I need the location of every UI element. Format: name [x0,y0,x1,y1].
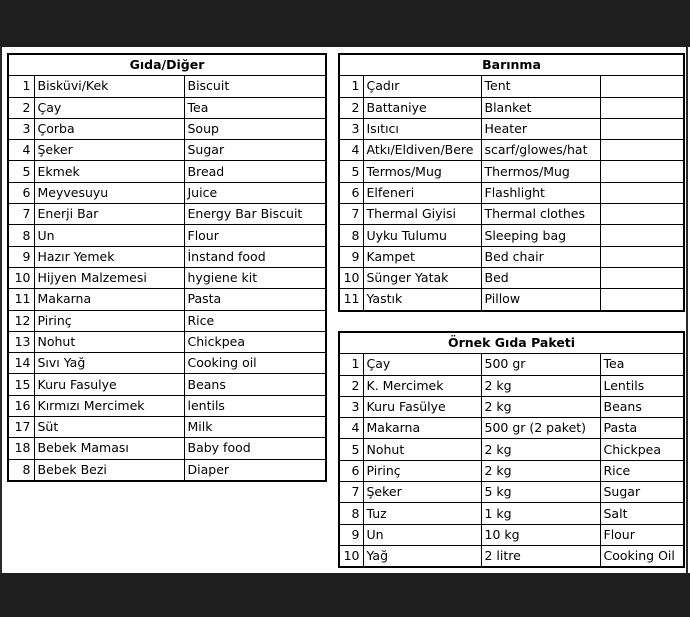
ornek-gida-paketi-cell-en: Salt [600,503,684,524]
ornek-gida-paketi-cell-qty: 5 kg [481,482,600,503]
barinma-cell-extra [600,182,684,203]
gida-diger-cell-tr: Ekmek [34,161,184,182]
gida-diger-cell-no: 4 [8,140,34,161]
barinma-table [338,53,685,312]
barinma-cell-no: 3 [339,118,363,139]
ornek-gida-paketi-cell-tr: Şeker [363,482,481,503]
gida-diger-cell-tr: Bebek Bezi [34,459,184,481]
barinma-cell-en: Sleeping bag [481,225,600,246]
barinma-cell-no: 2 [339,97,363,118]
barinma-cell-en: Flashlight [481,182,600,203]
gida-diger-row [8,417,326,438]
ornek-gida-paketi-row [339,354,684,375]
barinma-cell-extra [600,76,684,97]
gida-diger-cell-tr: Bebek Maması [34,438,184,459]
ornek-gida-paketi-cell-en: Sugar [600,482,684,503]
gida-diger-row [8,374,326,395]
barinma-row [339,246,684,267]
ornek-gida-paketi-cell-en: Flour [600,524,684,545]
gida-diger-cell-no: 6 [8,182,34,203]
ornek-gida-paketi-cell-no: 5 [339,439,363,460]
gida-diger-row [8,182,326,203]
ornek-gida-paketi-cell-no: 7 [339,482,363,503]
gida-diger-cell-tr: Hazır Yemek [34,246,184,267]
barinma-cell-en: Blanket [481,97,600,118]
gida-diger-row [8,331,326,352]
gida-diger-row [8,289,326,310]
gida-diger-row [8,118,326,139]
ornek-gida-paketi-cell-no: 9 [339,524,363,545]
ornek-gida-paketi-cell-qty: 2 kg [481,460,600,481]
gida-diger-row [8,246,326,267]
ornek-gida-paketi-cell-tr: Pirinç [363,460,481,481]
gida-diger-cell-en: Pasta [184,289,326,310]
gida-diger-cell-en: Beans [184,374,326,395]
barinma-row [339,267,684,288]
barinma-row [339,289,684,311]
gida-diger-row [8,310,326,331]
gida-diger-row [8,459,326,481]
barinma-row [339,182,684,203]
ornek-gida-paketi-cell-tr: Nohut [363,439,481,460]
barinma-rows [339,76,684,311]
gida-diger-table [7,53,327,482]
ornek-gida-paketi-cell-qty: 1 kg [481,503,600,524]
gida-diger-row [8,438,326,459]
gida-diger-cell-no: 18 [8,438,34,459]
ornek-gida-paketi-cell-tr: Makarna [363,418,481,439]
barinma-cell-no: 6 [339,182,363,203]
gida-diger-cell-no: 16 [8,395,34,416]
ornek-gida-paketi-row [339,396,684,417]
gida-diger-cell-no: 8 [8,459,34,481]
gida-diger-cell-no: 13 [8,331,34,352]
ornek-gida-paketi-title: Örnek Gıda Paketi [339,332,684,354]
ornek-gida-paketi-cell-qty: 500 gr (2 paket) [481,418,600,439]
barinma-cell-tr: Sünger Yatak [363,267,481,288]
gida-diger-cell-tr: Makarna [34,289,184,310]
ornek-gida-paketi-cell-en: Chickpea [600,439,684,460]
gida-diger-cell-tr: Çorba [34,118,184,139]
barinma-cell-en: Bed chair [481,246,600,267]
gida-diger-cell-no: 9 [8,246,34,267]
barinma-cell-no: 1 [339,76,363,97]
ornek-gida-paketi-row [339,545,684,567]
bottom-dark-bar [0,573,690,617]
ornek-gida-paketi-cell-en: Tea [600,354,684,375]
gida-diger-cell-tr: Un [34,225,184,246]
ornek-gida-paketi-row [339,482,684,503]
ornek-gida-paketi-cell-tr: Un [363,524,481,545]
barinma-row [339,225,684,246]
gida-diger-cell-tr: Çay [34,97,184,118]
gida-diger-cell-tr: Sıvı Yağ [34,353,184,374]
ornek-gida-paketi-rows [339,354,684,567]
gida-diger-cell-en: Tea [184,97,326,118]
barinma-cell-extra [600,246,684,267]
ornek-gida-paketi-cell-no: 3 [339,396,363,417]
barinma-cell-en: Pillow [481,289,600,311]
barinma-cell-tr: Çadır [363,76,481,97]
gida-diger-cell-no: 12 [8,310,34,331]
barinma-cell-extra [600,225,684,246]
gida-diger-cell-no: 1 [8,76,34,97]
gida-diger-cell-tr: Bisküvi/Kek [34,76,184,97]
gida-diger-cell-en: Soup [184,118,326,139]
barinma-cell-tr: Kampet [363,246,481,267]
barinma-cell-tr: Isıtıcı [363,118,481,139]
gida-diger-cell-tr: Süt [34,417,184,438]
ornek-gida-paketi-cell-en: Rice [600,460,684,481]
barinma-cell-no: 8 [339,225,363,246]
gida-diger-cell-en: Milk [184,417,326,438]
ornek-gida-paketi-cell-tr: Yağ [363,545,481,567]
ornek-gida-paketi-cell-tr: K. Mercimek [363,375,481,396]
gida-diger-cell-en: lentils [184,395,326,416]
gida-diger-cell-tr: Kırmızı Mercimek [34,395,184,416]
gida-diger-row [8,161,326,182]
gida-diger-cell-no: 14 [8,353,34,374]
gida-diger-row [8,395,326,416]
ornek-gida-paketi-cell-en: Beans [600,396,684,417]
barinma-cell-no: 5 [339,161,363,182]
ornek-gida-paketi-cell-qty: 2 kg [481,396,600,417]
gida-diger-cell-en: Diaper [184,459,326,481]
top-dark-bar [0,0,690,47]
ornek-gida-paketi-cell-tr: Tuz [363,503,481,524]
barinma-cell-no: 9 [339,246,363,267]
gida-diger-cell-en: Sugar [184,140,326,161]
barinma-cell-en: Bed [481,267,600,288]
gida-diger-cell-tr: Hijyen Malzemesi [34,267,184,288]
barinma-cell-tr: Battaniye [363,97,481,118]
barinma-cell-en: Heater [481,118,600,139]
barinma-cell-no: 10 [339,267,363,288]
gida-diger-row [8,353,326,374]
gida-diger-cell-no: 5 [8,161,34,182]
gida-diger-cell-no: 15 [8,374,34,395]
barinma-cell-extra [600,289,684,311]
gida-diger-cell-no: 2 [8,97,34,118]
ornek-gida-paketi-cell-qty: 2 litre [481,545,600,567]
ornek-gida-paketi-cell-no: 2 [339,375,363,396]
ornek-gida-paketi-row [339,439,684,460]
barinma-cell-en: Tent [481,76,600,97]
barinma-cell-extra [600,140,684,161]
ornek-gida-paketi-cell-no: 8 [339,503,363,524]
ornek-gida-paketi-cell-no: 1 [339,354,363,375]
ornek-gida-paketi-cell-no: 10 [339,545,363,567]
gida-diger-cell-en: İnstand food [184,246,326,267]
barinma-title: Barınma [339,54,684,76]
gida-diger-rows [8,76,326,481]
gida-diger-cell-no: 8 [8,225,34,246]
gida-diger-cell-en: Flour [184,225,326,246]
barinma-cell-extra [600,118,684,139]
gida-diger-cell-en: Bread [184,161,326,182]
gida-diger-cell-no: 7 [8,204,34,225]
barinma-cell-en: Thermal clothes [481,204,600,225]
barinma-row [339,140,684,161]
gida-diger-cell-tr: Şeker [34,140,184,161]
barinma-cell-no: 11 [339,289,363,311]
ornek-gida-paketi-cell-en: Pasta [600,418,684,439]
barinma-cell-extra [600,267,684,288]
barinma-cell-tr: Uyku Tulumu [363,225,481,246]
barinma-cell-tr: Atkı/Eldiven/Bere [363,140,481,161]
ornek-gida-paketi-cell-en: Lentils [600,375,684,396]
barinma-cell-extra [600,161,684,182]
ornek-gida-paketi-cell-tr: Çay [363,354,481,375]
barinma-row [339,76,684,97]
barinma-cell-tr: Elfeneri [363,182,481,203]
gida-diger-row [8,76,326,97]
gida-diger-cell-en: Cooking oil [184,353,326,374]
gida-diger-cell-tr: Enerji Bar [34,204,184,225]
ornek-gida-paketi-cell-qty: 2 kg [481,439,600,460]
barinma-cell-no: 7 [339,204,363,225]
gida-diger-row [8,267,326,288]
gida-diger-cell-en: Energy Bar Biscuit [184,204,326,225]
gida-diger-row [8,204,326,225]
ornek-gida-paketi-cell-en: Cooking Oil [600,545,684,567]
gida-diger-cell-no: 3 [8,118,34,139]
gida-diger-cell-no: 10 [8,267,34,288]
ornek-gida-paketi-row [339,460,684,481]
left-edge-line [0,47,2,573]
barinma-cell-en: Thermos/Mug [481,161,600,182]
gida-diger-row [8,97,326,118]
barinma-cell-extra [600,204,684,225]
gida-diger-cell-tr: Meyvesuyu [34,182,184,203]
ornek-gida-paketi-row [339,503,684,524]
barinma-cell-no: 4 [339,140,363,161]
gida-diger-cell-en: hygiene kit [184,267,326,288]
gida-diger-title: Gıda/Diğer [8,54,326,76]
ornek-gida-paketi-cell-qty: 2 kg [481,375,600,396]
gida-diger-cell-tr: Nohut [34,331,184,352]
ornek-gida-paketi-cell-no: 4 [339,418,363,439]
gida-diger-row [8,140,326,161]
barinma-cell-extra [600,97,684,118]
barinma-row [339,118,684,139]
barinma-row [339,97,684,118]
barinma-cell-tr: Thermal Giyisi [363,204,481,225]
gida-diger-cell-tr: Pirinç [34,310,184,331]
barinma-cell-tr: Termos/Mug [363,161,481,182]
gida-diger-cell-en: Juice [184,182,326,203]
gida-diger-cell-en: Biscuit [184,76,326,97]
right-edge-line [686,47,688,573]
gida-diger-cell-tr: Kuru Fasulye [34,374,184,395]
gida-diger-cell-en: Rice [184,310,326,331]
barinma-row [339,161,684,182]
ornek-gida-paketi-row [339,375,684,396]
ornek-gida-paketi-cell-tr: Kuru Fasülye [363,396,481,417]
ornek-gida-paketi-cell-no: 6 [339,460,363,481]
gida-diger-cell-en: Chickpea [184,331,326,352]
ornek-gida-paketi-row [339,524,684,545]
gida-diger-cell-no: 11 [8,289,34,310]
ornek-gida-paketi-table [338,331,685,568]
barinma-cell-tr: Yastık [363,289,481,311]
ornek-gida-paketi-row [339,418,684,439]
barinma-cell-en: scarf/glowes/hat [481,140,600,161]
gida-diger-cell-no: 17 [8,417,34,438]
gida-diger-row [8,225,326,246]
ornek-gida-paketi-cell-qty: 10 kg [481,524,600,545]
gida-diger-cell-en: Baby food [184,438,326,459]
ornek-gida-paketi-cell-qty: 500 gr [481,354,600,375]
barinma-row [339,204,684,225]
